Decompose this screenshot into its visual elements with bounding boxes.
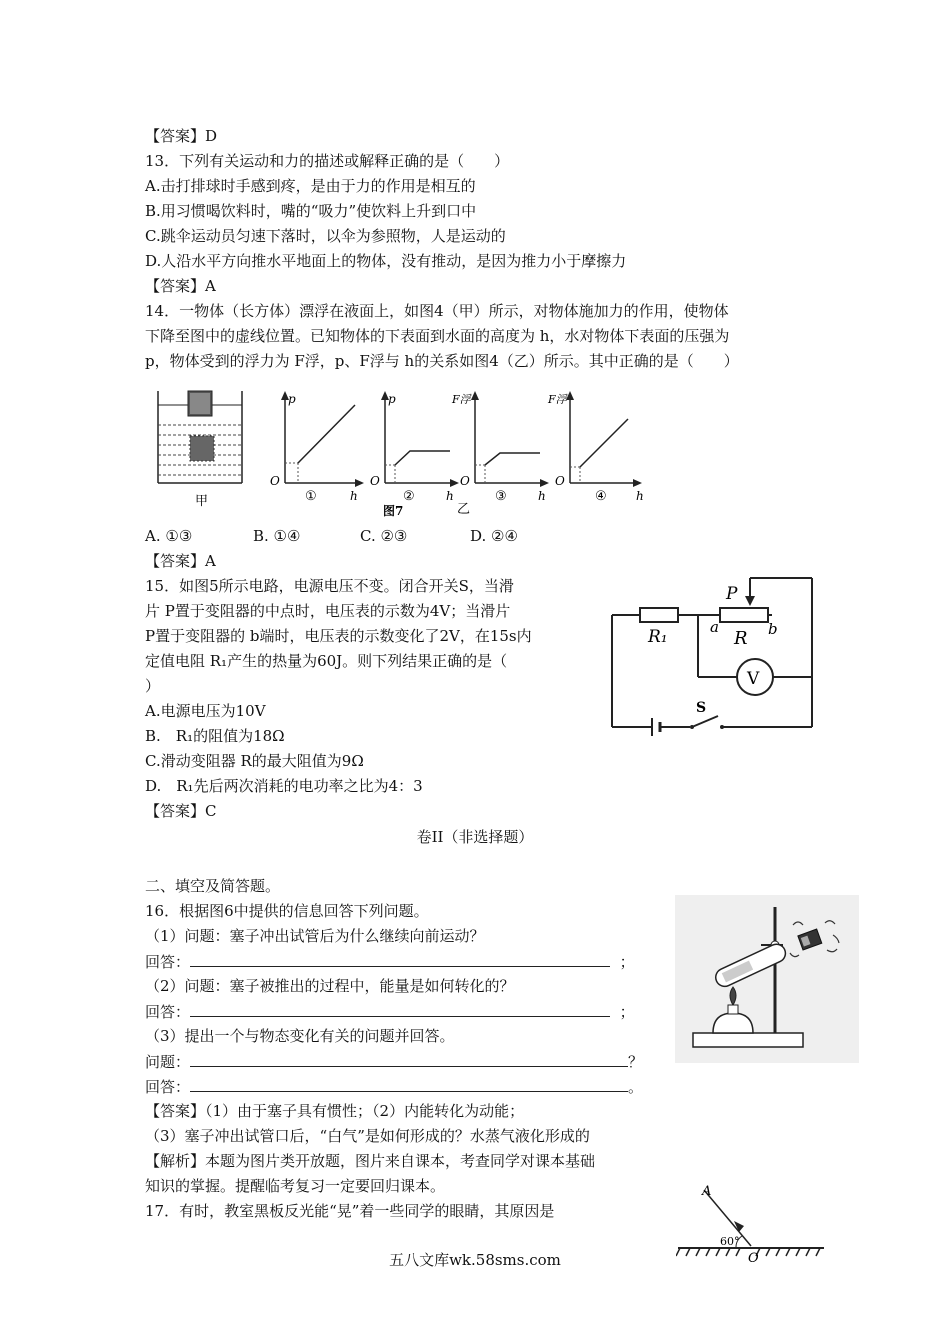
q14-line-2: 下降至图中的虚线位置。已知物体的下表面到水面的高度为 h，水对物体下表面的压强为 (145, 327, 730, 345)
graph-4-h-label: h (636, 489, 644, 503)
q14-option-d: D. ②④ (470, 527, 518, 545)
figure-7-caption: 图7 (383, 504, 404, 518)
graph-1-y-label: p (288, 392, 296, 406)
answer-12: 【答案】D (145, 127, 218, 145)
q15-line-1: 15．如图5所示电路，电源电压不变。闭合开关S，当滑 (145, 577, 514, 595)
q13-option-b: B.用习惯喝饮料时，嘴的“吸力”使饮料上升到口中 (145, 202, 477, 220)
graph-3-y-label: F浮 (452, 393, 471, 406)
answer-blank-3[interactable] (190, 1075, 628, 1092)
beaker-diagram (158, 391, 242, 483)
graph-4-y-label: F浮 (548, 393, 567, 406)
q17-stem: 17．有时，教室黑板反光能“晃”着一些同学的眼睛，其原因是 (145, 1202, 555, 1220)
q16-analysis-line-2: 知识的掌握。提醒临考复习一定要回归课本。 (145, 1177, 446, 1195)
label-a: a (710, 618, 719, 636)
q14-line-1: 14．一物体（长方体）漂浮在液面上，如图4（甲）所示，对物体施加力的作用，使物体 (145, 302, 729, 320)
answer-label: 回答： (145, 1078, 191, 1096)
q15-line-3: P置于变阻器的 b端时，电压表的示数变化了2V，在15s内 (145, 627, 532, 645)
semicolon: ； (619, 953, 635, 971)
q15-line-5: ） (145, 677, 161, 695)
graph-4-number: ④ (595, 489, 607, 504)
label-S: S (696, 700, 707, 716)
period: 。 (628, 1078, 644, 1096)
q13-option-c: C.跳伞运动员匀速下落时，以伞为参照物，人是运动的 (145, 227, 506, 245)
graph-4 (547, 391, 644, 504)
q16-question-2: （2）问题：塞子被推出的过程中，能量是如何转化的？ (145, 977, 515, 995)
question-label: 问题： (145, 1053, 191, 1071)
q15-line-4: 定值电阻 R₁产生的热量为60J。则下列结果正确的是（ (145, 652, 508, 670)
answer-label: 回答： (145, 953, 191, 971)
label-R: R (734, 628, 748, 649)
graph-4-origin: O (555, 474, 565, 488)
q15-option-a: A.电源电压为10V (145, 702, 266, 720)
label-R1: R₁ (648, 627, 668, 647)
section-title: 卷II（非选择题） (416, 828, 534, 846)
graph-1-h-label: h (350, 489, 358, 503)
q15-line-2: 片 P置于变阻器的中点时，电压表的示数为4V；当滑片 (145, 602, 511, 620)
q14-option-a: A. ①③ (145, 527, 193, 545)
graph-3-h-label: h (538, 489, 546, 503)
part-2-heading: 二、填空及简答题。 (145, 877, 281, 895)
graph-3 (451, 391, 549, 517)
label-P: P (726, 584, 738, 604)
answer-label: 回答： (145, 1003, 191, 1021)
q15-option-d: D. R₁先后两次消耗的电功率之比为4：3 (145, 777, 423, 795)
question-blank[interactable] (190, 1050, 628, 1067)
label-b: b (768, 620, 778, 638)
footer-watermark: 五八文库wk.58sms.com (389, 1251, 561, 1269)
q16-answer-line-1: 【答案】（1）由于塞子具有惯性；（2）内能转化为动能； (145, 1102, 525, 1120)
q16-answer-row-3 (145, 1075, 643, 1098)
q15-option-b: B. R₁的阻值为18Ω (145, 727, 285, 745)
graph-3-origin: O (460, 474, 470, 488)
answer-13: 【答案】A (145, 277, 216, 295)
answer-15: 【答案】C (145, 802, 217, 820)
question-13-stem: 13．下列有关运动和力的描述或解释正确的是（ ） (145, 152, 510, 170)
graph-1 (270, 391, 364, 504)
answer-blank-1[interactable] (190, 950, 610, 967)
figure-6-test-tube-image (675, 895, 859, 1063)
question-mark: ？ (628, 1053, 644, 1071)
q16-question-3: （3）提出一个与物态变化有关的问题并回答。 (145, 1027, 455, 1045)
q16-stem: 16．根据图6中提供的信息回答下列问题。 (145, 902, 429, 920)
q16-analysis-line-1: 【解析】本题为图片类开放题，图片来自课本，考查同学对课本基础 (145, 1152, 596, 1170)
graph-2-y-label: p (388, 392, 396, 406)
graph-2 (370, 391, 459, 504)
q16-question-1: （1）问题：塞子冲出试管后为什么继续向前运动？ (145, 927, 485, 945)
q13-option-a: A.击打排球时手感到疼，是由于力的作用是相互的 (145, 177, 476, 195)
answer-blank-2[interactable] (190, 1000, 610, 1017)
q14-line-3: p，物体受到的浮力为 F浮，p、F浮与 h的关系如图4（乙）所示。其中正确的是（ ） (145, 352, 739, 370)
graph-2-h-label: h (446, 489, 454, 503)
graph-3-number: ③ (495, 489, 507, 504)
label-jia: 甲 (195, 494, 209, 509)
semicolon: ； (619, 1003, 635, 1021)
voltmeter-label: V (747, 669, 760, 689)
q14-option-c: C. ②③ (360, 527, 408, 545)
q16-answer-row-2 (145, 1000, 635, 1023)
q15-option-c: C.滑动变阻器 R的最大阻值为9Ω (145, 752, 364, 770)
label-A: A (702, 1184, 712, 1199)
q14-option-b: B. ①④ (253, 527, 301, 545)
graph-1-origin: O (270, 474, 280, 488)
q16-answer-row-1 (145, 950, 635, 973)
q16-answer-line-2: （3）塞子冲出试管口后，“白气”是如何形成的？水蒸气液化形成的 (145, 1127, 590, 1145)
label-O: O (748, 1251, 759, 1266)
graph-1-number: ① (305, 489, 317, 504)
q13-option-d: D.人沿水平方向推水平地面上的物体，没有推动，是因为推力小于摩擦力 (145, 252, 627, 270)
circuit-diagram (600, 572, 830, 752)
figure-7-buoyancy (150, 383, 650, 518)
angle-label: 60° (720, 1235, 740, 1248)
q16-question-row (145, 1050, 643, 1073)
graph-2-origin: O (370, 474, 380, 488)
label-yi: 乙 (457, 502, 471, 517)
answer-14: 【答案】A (145, 552, 216, 570)
graph-2-number: ② (403, 489, 415, 504)
